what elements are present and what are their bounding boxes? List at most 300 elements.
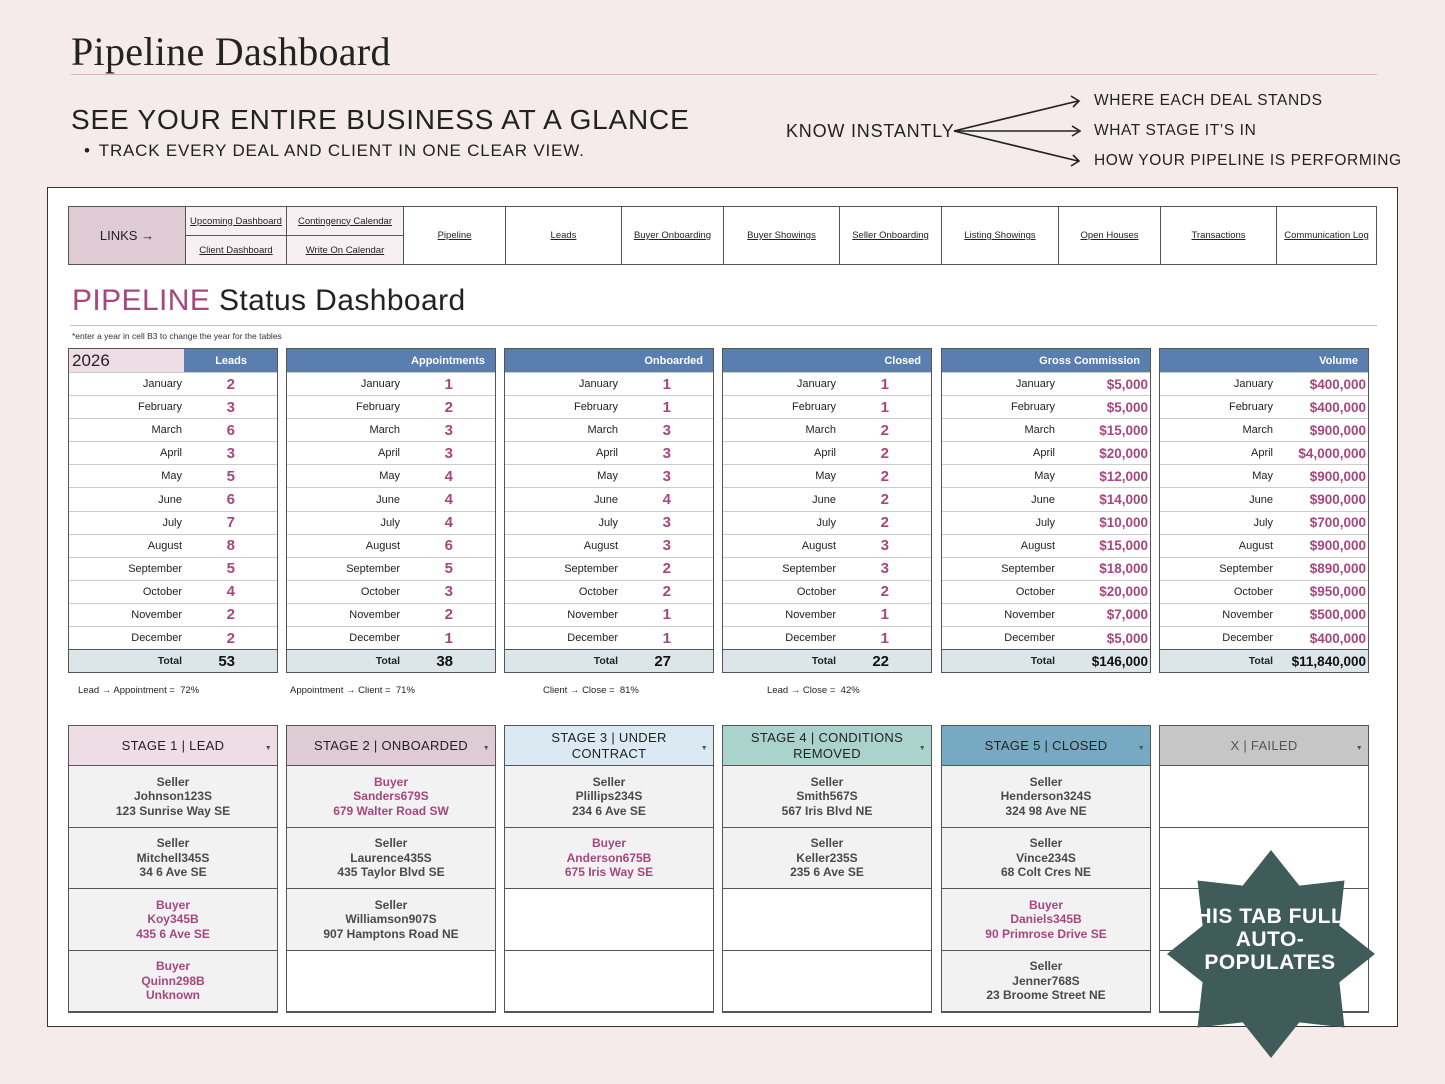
table-row <box>942 464 1150 487</box>
link-seller-onboarding[interactable]: Seller Onboarding <box>840 207 942 264</box>
month-value: 6 <box>226 491 235 509</box>
month-label: January <box>796 378 836 391</box>
total-label: Total <box>1248 655 1273 668</box>
month-label: April <box>1032 447 1055 460</box>
month-label: July <box>816 516 836 529</box>
client-address: 675 Iris Way SE <box>564 865 654 879</box>
stage-column <box>722 725 932 1013</box>
stage-header[interactable] <box>69 726 277 766</box>
link-pipeline[interactable]: Pipeline <box>404 207 506 264</box>
know-item-3: HOW YOUR PIPELINE IS PERFORMING <box>1094 152 1402 169</box>
empty-card <box>505 951 713 1013</box>
table-onboarded <box>504 348 714 673</box>
table-row <box>723 441 931 464</box>
month-label: October <box>578 585 618 598</box>
month-label: May <box>379 470 400 483</box>
month-value: 5 <box>226 560 235 578</box>
month-label: July <box>598 516 618 529</box>
month-label: September <box>782 562 836 575</box>
table-row <box>723 511 931 534</box>
table-row <box>723 580 931 603</box>
month-label: February <box>1228 401 1273 414</box>
month-value: $5,000 <box>1106 399 1148 415</box>
month-value: $5,000 <box>1106 376 1148 392</box>
month-value: 2 <box>662 583 671 601</box>
table-row <box>287 534 495 557</box>
month-label: June <box>594 493 618 506</box>
table-header <box>505 349 713 372</box>
table-row <box>287 603 495 626</box>
client-card[interactable] <box>723 828 931 890</box>
table-row <box>942 580 1150 603</box>
table-row <box>1160 418 1368 441</box>
table-row <box>942 626 1150 649</box>
conversion-rate <box>543 685 639 696</box>
conversion-label: Lead → Close = <box>767 685 836 696</box>
month-value: 4 <box>226 583 235 601</box>
table-row <box>505 580 713 603</box>
client-name: Johnson123S <box>133 789 213 803</box>
client-card[interactable] <box>287 889 495 951</box>
conversion-label: Appointment → Client = <box>290 685 391 696</box>
stage-title: STAGE 3 | UNDER CONTRACT <box>551 729 667 761</box>
table-row <box>69 511 277 534</box>
empty-card <box>723 951 931 1013</box>
empty-card <box>1160 766 1368 828</box>
table-header-label: Volume <box>1319 354 1358 367</box>
client-name: Laurence435S <box>350 850 432 865</box>
month-label: March <box>369 424 400 437</box>
stage-header[interactable] <box>1160 726 1368 766</box>
month-value: $4,000,000 <box>1298 445 1366 461</box>
table-row <box>1160 372 1368 395</box>
month-label: March <box>1024 424 1055 437</box>
table-row <box>1160 487 1368 510</box>
dropdown-icon[interactable]: ▼ <box>918 745 926 752</box>
client-type: Seller <box>156 836 190 850</box>
table-row <box>942 487 1150 510</box>
client-type: Seller <box>1029 774 1063 789</box>
month-label: December <box>1004 632 1055 645</box>
client-address: 23 Broome Street NE <box>986 988 1106 1002</box>
month-label: September <box>1219 562 1273 575</box>
client-card[interactable] <box>942 889 1150 951</box>
total-row <box>1160 649 1368 672</box>
month-label: November <box>349 608 400 621</box>
client-name: Vince234S <box>1016 850 1076 865</box>
month-label: May <box>161 470 182 483</box>
client-address: 68 Colt Cres NE <box>1000 865 1092 879</box>
month-label: December <box>785 632 836 645</box>
table-row <box>69 557 277 580</box>
client-card[interactable] <box>69 951 277 1013</box>
month-value: $400,000 <box>1309 376 1366 392</box>
client-card[interactable] <box>287 828 495 890</box>
title-divider <box>71 74 1377 75</box>
client-name: Mitchell345S <box>136 850 210 865</box>
month-value: 3 <box>662 514 671 532</box>
know-item-2: WHAT STAGE IT’S IN <box>1094 122 1257 139</box>
total-row <box>69 649 277 672</box>
empty-card <box>505 889 713 951</box>
client-address: 435 6 Ave SE <box>136 926 210 941</box>
month-label: July <box>162 516 182 529</box>
dropdown-icon[interactable]: ▼ <box>1355 745 1363 752</box>
table-row <box>505 441 713 464</box>
table-row <box>69 441 277 464</box>
month-value: 1 <box>662 398 671 416</box>
link-buyer-onboarding[interactable]: Buyer Onboarding <box>622 207 724 264</box>
stage-column <box>68 725 278 1013</box>
table-row <box>69 626 277 649</box>
conversion-label: Lead → Appointment = <box>78 685 175 696</box>
client-type: Buyer <box>155 897 190 912</box>
client-name: Koy345B <box>147 912 199 926</box>
year-cell[interactable]: 2026 <box>69 349 184 372</box>
table-row <box>287 441 495 464</box>
month-value: 3 <box>226 444 235 462</box>
month-label: November <box>131 608 182 621</box>
month-value: 6 <box>226 421 235 439</box>
client-name: Anderson675B <box>566 850 652 865</box>
month-value: 2 <box>880 467 889 485</box>
link-client-dashboard[interactable]: Client Dashboard <box>186 236 286 264</box>
month-label: April <box>813 447 836 460</box>
month-value: 3 <box>662 421 671 439</box>
month-value: $20,000 <box>1099 445 1148 461</box>
month-value: 1 <box>662 629 671 647</box>
dashboard-title-accent: PIPELINE <box>72 284 211 317</box>
table-row <box>942 372 1150 395</box>
table-row <box>287 395 495 418</box>
client-card[interactable] <box>287 766 495 828</box>
conversion-value: 71% <box>395 685 415 696</box>
month-label: December <box>567 632 618 645</box>
link-contingency-calendar[interactable]: Contingency Calendar <box>287 207 403 236</box>
table-row <box>1160 464 1368 487</box>
month-label: November <box>785 608 836 621</box>
stage-title: STAGE 2 | ONBOARDED <box>313 737 469 753</box>
client-type: Buyer <box>1028 897 1063 912</box>
client-address: 123 Sunrise Way SE <box>115 803 231 818</box>
table-row <box>287 464 495 487</box>
month-value: 1 <box>662 375 671 393</box>
client-type: Buyer <box>591 836 626 850</box>
month-value: 2 <box>444 398 453 416</box>
month-value: $400,000 <box>1309 630 1366 646</box>
table-row <box>69 534 277 557</box>
month-value: 3 <box>444 583 453 601</box>
month-label: January <box>142 378 182 391</box>
month-label: June <box>376 493 400 506</box>
table-row <box>287 557 495 580</box>
month-value: $500,000 <box>1309 607 1366 623</box>
table-row <box>942 603 1150 626</box>
table-row <box>1160 626 1368 649</box>
client-type: Seller <box>810 774 844 789</box>
table-closed <box>722 348 932 673</box>
month-value: 4 <box>444 491 453 509</box>
month-label: August <box>583 539 618 552</box>
month-label: March <box>587 424 618 437</box>
table-row <box>942 418 1150 441</box>
table-row <box>505 464 713 487</box>
month-label: August <box>1020 539 1055 552</box>
table-header-label: Leads <box>215 354 247 367</box>
month-value: 2 <box>880 491 889 509</box>
links-pair-1 <box>186 207 287 264</box>
client-name: Henderson324S <box>1000 789 1092 803</box>
client-address: 235 6 Ave SE <box>790 865 864 879</box>
table-row <box>1160 395 1368 418</box>
month-value: $12,000 <box>1099 468 1148 484</box>
total-label: Total <box>157 655 182 668</box>
client-card[interactable] <box>69 828 277 890</box>
empty-card <box>287 951 495 1013</box>
stage-column <box>286 725 496 1013</box>
client-address: 679 Walter Road SW <box>333 803 449 818</box>
month-value: 6 <box>444 537 453 555</box>
total-label: Total <box>593 655 618 668</box>
client-card[interactable] <box>505 766 713 828</box>
link-leads[interactable]: Leads <box>506 207 622 264</box>
link-communication-log[interactable]: Communication Log <box>1284 230 1369 241</box>
table-header-label: Gross Commission <box>1039 354 1140 367</box>
total-value: $146,000 <box>1091 653 1148 669</box>
month-label: January <box>1233 378 1273 391</box>
stage-title: STAGE 4 | CONDITIONS REMOVED <box>750 729 904 761</box>
headline: SEE YOUR ENTIRE BUSINESS AT A GLANCE <box>71 104 690 135</box>
client-card[interactable] <box>942 766 1150 828</box>
month-label: December <box>1222 632 1273 645</box>
dropdown-icon[interactable]: ▼ <box>1137 745 1145 752</box>
total-label: Total <box>375 655 400 668</box>
table-row <box>942 395 1150 418</box>
client-name: Williamson907S <box>345 912 437 926</box>
month-value: 2 <box>880 583 889 601</box>
client-type: Buyer <box>155 959 190 973</box>
client-type: Seller <box>1029 959 1063 973</box>
table-row <box>723 464 931 487</box>
table-header-label: Onboarded <box>644 354 703 367</box>
month-value: 3 <box>880 537 889 555</box>
dashboard-title <box>72 284 466 318</box>
dropdown-icon[interactable]: ▼ <box>482 745 490 752</box>
table-header <box>942 349 1150 372</box>
dashboard-title-rest: Status Dashboard <box>210 284 466 317</box>
month-label: April <box>377 447 400 460</box>
month-value: $890,000 <box>1309 561 1366 577</box>
table-row <box>287 418 495 441</box>
month-value: 2 <box>226 629 235 647</box>
client-address: 324 98 Ave NE <box>1005 803 1087 818</box>
month-value: $950,000 <box>1309 584 1366 600</box>
month-label: February <box>791 401 836 414</box>
links-bar <box>68 206 1377 265</box>
client-type: Buyer <box>373 774 408 789</box>
month-label: November <box>1004 608 1055 621</box>
stage-header[interactable] <box>287 726 495 766</box>
month-label: October <box>360 585 400 598</box>
month-label: September <box>1001 562 1055 575</box>
month-label: June <box>812 493 836 506</box>
link-transactions[interactable]: Transactions <box>1161 207 1277 264</box>
table-row <box>287 511 495 534</box>
month-label: March <box>805 424 836 437</box>
client-card[interactable] <box>69 889 277 951</box>
month-label: July <box>1253 516 1273 529</box>
client-name: Quinn298B <box>141 973 205 988</box>
month-value: 2 <box>880 421 889 439</box>
month-value: 1 <box>444 629 453 647</box>
month-label: October <box>1015 585 1055 598</box>
table-row <box>723 534 931 557</box>
table-row <box>1160 557 1368 580</box>
table-row <box>287 372 495 395</box>
link-write-on-calendar[interactable]: Write On Calendar <box>287 236 403 264</box>
client-address: Unknown <box>146 988 200 1002</box>
month-value: 3 <box>662 444 671 462</box>
month-label: November <box>1222 608 1273 621</box>
month-label: May <box>597 470 618 483</box>
stage-header[interactable] <box>505 726 713 766</box>
month-label: April <box>1250 447 1273 460</box>
client-type: Seller <box>592 774 626 789</box>
month-label: April <box>159 447 182 460</box>
link-open-houses[interactable]: Open Houses <box>1059 207 1161 264</box>
table-row <box>505 557 713 580</box>
client-type: Seller <box>374 897 408 912</box>
table-row <box>723 603 931 626</box>
month-value: 1 <box>880 629 889 647</box>
conversion-rate <box>290 685 415 696</box>
table-row <box>505 626 713 649</box>
month-value: 2 <box>880 444 889 462</box>
client-card[interactable] <box>942 951 1150 1013</box>
month-value: 4 <box>444 514 453 532</box>
month-label: May <box>815 470 836 483</box>
table-row <box>723 395 931 418</box>
empty-card <box>723 889 931 951</box>
table-row <box>942 557 1150 580</box>
month-value: 7 <box>226 514 235 532</box>
month-label: September <box>128 562 182 575</box>
link-buyer-showings[interactable]: Buyer Showings <box>724 207 840 264</box>
client-type: Seller <box>1029 836 1063 850</box>
table-row <box>505 603 713 626</box>
table-row <box>69 395 277 418</box>
month-label: January <box>360 378 400 391</box>
links-pair-2 <box>287 207 404 264</box>
month-label: January <box>578 378 618 391</box>
stage-column <box>941 725 1151 1013</box>
client-card[interactable] <box>69 766 277 828</box>
table-row <box>723 557 931 580</box>
client-type: Seller <box>156 774 190 789</box>
table-row <box>287 487 495 510</box>
total-row <box>942 649 1150 672</box>
month-value: 3 <box>662 537 671 555</box>
month-label: February <box>573 401 618 414</box>
month-label: August <box>365 539 400 552</box>
month-value: 3 <box>226 398 235 416</box>
month-label: March <box>151 424 182 437</box>
total-row <box>287 649 495 672</box>
month-value: 1 <box>880 606 889 624</box>
client-address: 90 Primrose Drive SE <box>985 926 1107 941</box>
client-address: 435 Taylor Blvd SE <box>337 865 445 879</box>
table-row <box>69 487 277 510</box>
month-value: 5 <box>444 560 453 578</box>
link-upcoming-dashboard[interactable]: Upcoming Dashboard <box>186 207 286 236</box>
total-value: 22 <box>872 652 889 670</box>
month-label: February <box>355 401 400 414</box>
links-label: LINKS → <box>69 207 186 264</box>
dropdown-icon[interactable]: ▼ <box>700 745 708 752</box>
month-value: 2 <box>662 560 671 578</box>
month-label: December <box>131 632 182 645</box>
month-label: October <box>796 585 836 598</box>
month-value: 2 <box>880 514 889 532</box>
table-row <box>69 580 277 603</box>
stage-header[interactable] <box>942 726 1150 766</box>
month-value: 3 <box>662 467 671 485</box>
bullet-text: • TRACK EVERY DEAL AND CLIENT IN ONE CLEAR VIEW. <box>84 141 585 161</box>
month-value: 5 <box>226 467 235 485</box>
month-value: 8 <box>226 537 235 555</box>
table-row <box>287 580 495 603</box>
month-value: $400,000 <box>1309 399 1366 415</box>
month-value: 3 <box>444 444 453 462</box>
month-label: March <box>1242 424 1273 437</box>
badge-text: THIS TAB FULLY AUTO-POPULATES <box>1183 905 1357 974</box>
month-label: June <box>1031 493 1055 506</box>
table-row <box>287 626 495 649</box>
month-value: $7,000 <box>1106 607 1148 623</box>
month-label: February <box>1010 401 1055 414</box>
month-label: December <box>349 632 400 645</box>
table-row <box>942 441 1150 464</box>
table-row <box>942 511 1150 534</box>
stage-title: X | FAILED <box>1230 737 1298 753</box>
arrows-icon <box>950 92 1090 172</box>
month-label: January <box>1015 378 1055 391</box>
client-card[interactable] <box>505 828 713 890</box>
month-label: August <box>801 539 836 552</box>
table-header <box>1160 349 1368 372</box>
table-row <box>1160 580 1368 603</box>
month-value: 1 <box>444 375 453 393</box>
month-value: $14,000 <box>1099 492 1148 508</box>
stage-header[interactable] <box>723 726 931 766</box>
month-value: 4 <box>662 491 671 509</box>
table-row <box>505 372 713 395</box>
month-value: $900,000 <box>1309 422 1366 438</box>
page-title: Pipeline Dashboard <box>71 29 391 74</box>
month-value: 1 <box>880 375 889 393</box>
month-value: 2 <box>444 606 453 624</box>
client-type: Seller <box>374 836 408 850</box>
month-value: 3 <box>880 560 889 578</box>
client-card[interactable] <box>942 828 1150 890</box>
month-value: 2 <box>226 375 235 393</box>
client-address: 907 Hamptons Road NE <box>323 926 459 941</box>
client-card[interactable] <box>723 766 931 828</box>
table-row <box>69 418 277 441</box>
link-listing-showings[interactable]: Listing Showings <box>942 207 1059 264</box>
table-row <box>505 534 713 557</box>
dropdown-icon[interactable]: ▼ <box>264 745 272 752</box>
